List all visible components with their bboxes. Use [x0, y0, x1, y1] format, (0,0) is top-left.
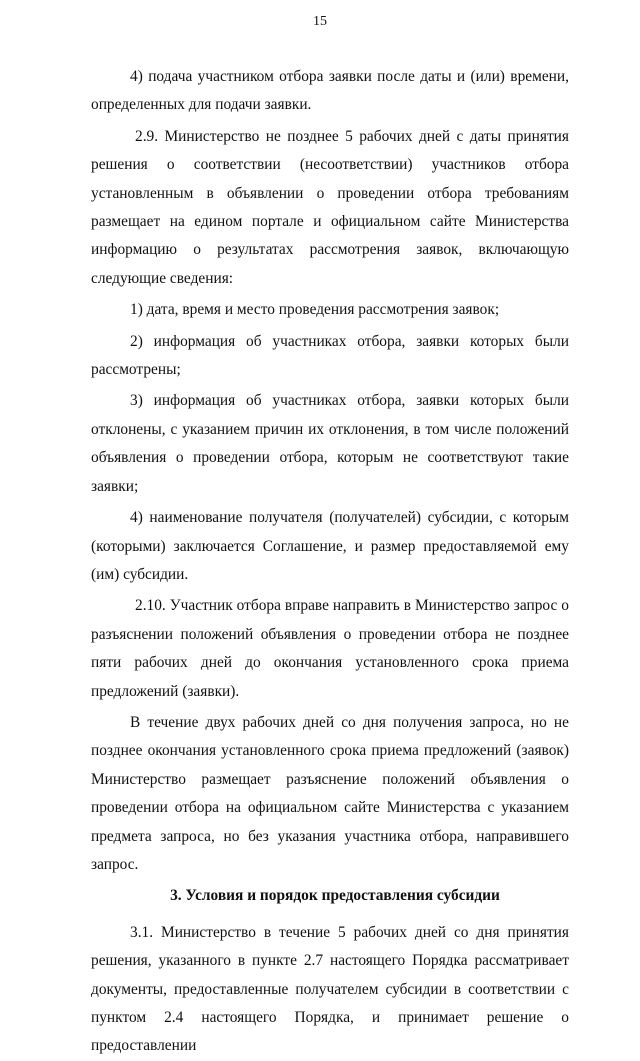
paragraph-item-4-late-submission: 4) подача участником отбора заявки после даты и (или) времени, определенных для подачи заявки. — [91, 68, 569, 114]
paragraph-2-9-item-2: 2) информация об участниках отбора, заявки которых были рассмотрены; — [91, 332, 569, 379]
paragraph-2-9: 2.9. Министерство не позднее 5 рабочих дней с даты принятия решения о соответствии (несоответствии) участников отбора установленным в объявлении о проведении отбора требованиям размещает на едином портале и официальном сайте Министерства информацию о результатах рассмотрения заявок, включающую следующие сведения: — [91, 127, 569, 287]
paragraph-clarification: В течение двух рабочих дней со дня получения запроса, но не позднее окончания установленного срока приема предложений (заявок) Министерство размещает разъяснение положений объявления о проведении отбора на официальном сайте Министерства с указанием предмета запроса, но без указания участника отбора, направившего запрос. — [91, 713, 569, 873]
paragraph-2-10: 2.10. Участник отбора вправе направить в Министерство запрос о разъяснении положений объявления о проведении отбора не позднее пяти рабочих дней до окончания установленного срока приема предложений (заявки). — [91, 597, 569, 700]
section-heading: 3. Условия и порядок предоставления субсидии — [170, 887, 500, 905]
page-number: 15 — [313, 14, 327, 29]
paragraph-3-1: 3.1. Министерство в течение 5 рабочих дней со дня принятия решения, указанного в пункте 2.7 настоящего Порядка рассматривает документы, предоставленные получателем субсидии в соответствии с пунктом 2.4 настоящего Порядка, и принимает решение о предоставлении — [91, 923, 569, 1055]
paragraph-2-9-item-1: 1) дата, время и место проведения рассмотрения заявок; — [130, 301, 500, 319]
document-body — [91, 63, 569, 1061]
paragraph-2-9-item-3: 3) информация об участниках отбора, заявки которых были отклонены, с указанием причин их отклонения, в том числе положений объявления о проведении отбора, которым не соответствуют такие заявки; — [91, 392, 569, 495]
paragraph-2-9-item-4: 4) наименование получателя (получателей) субсидии, с которым (которыми) заключается Соглашение, и размер предоставляемой ему (им) субсидии. — [91, 509, 569, 583]
